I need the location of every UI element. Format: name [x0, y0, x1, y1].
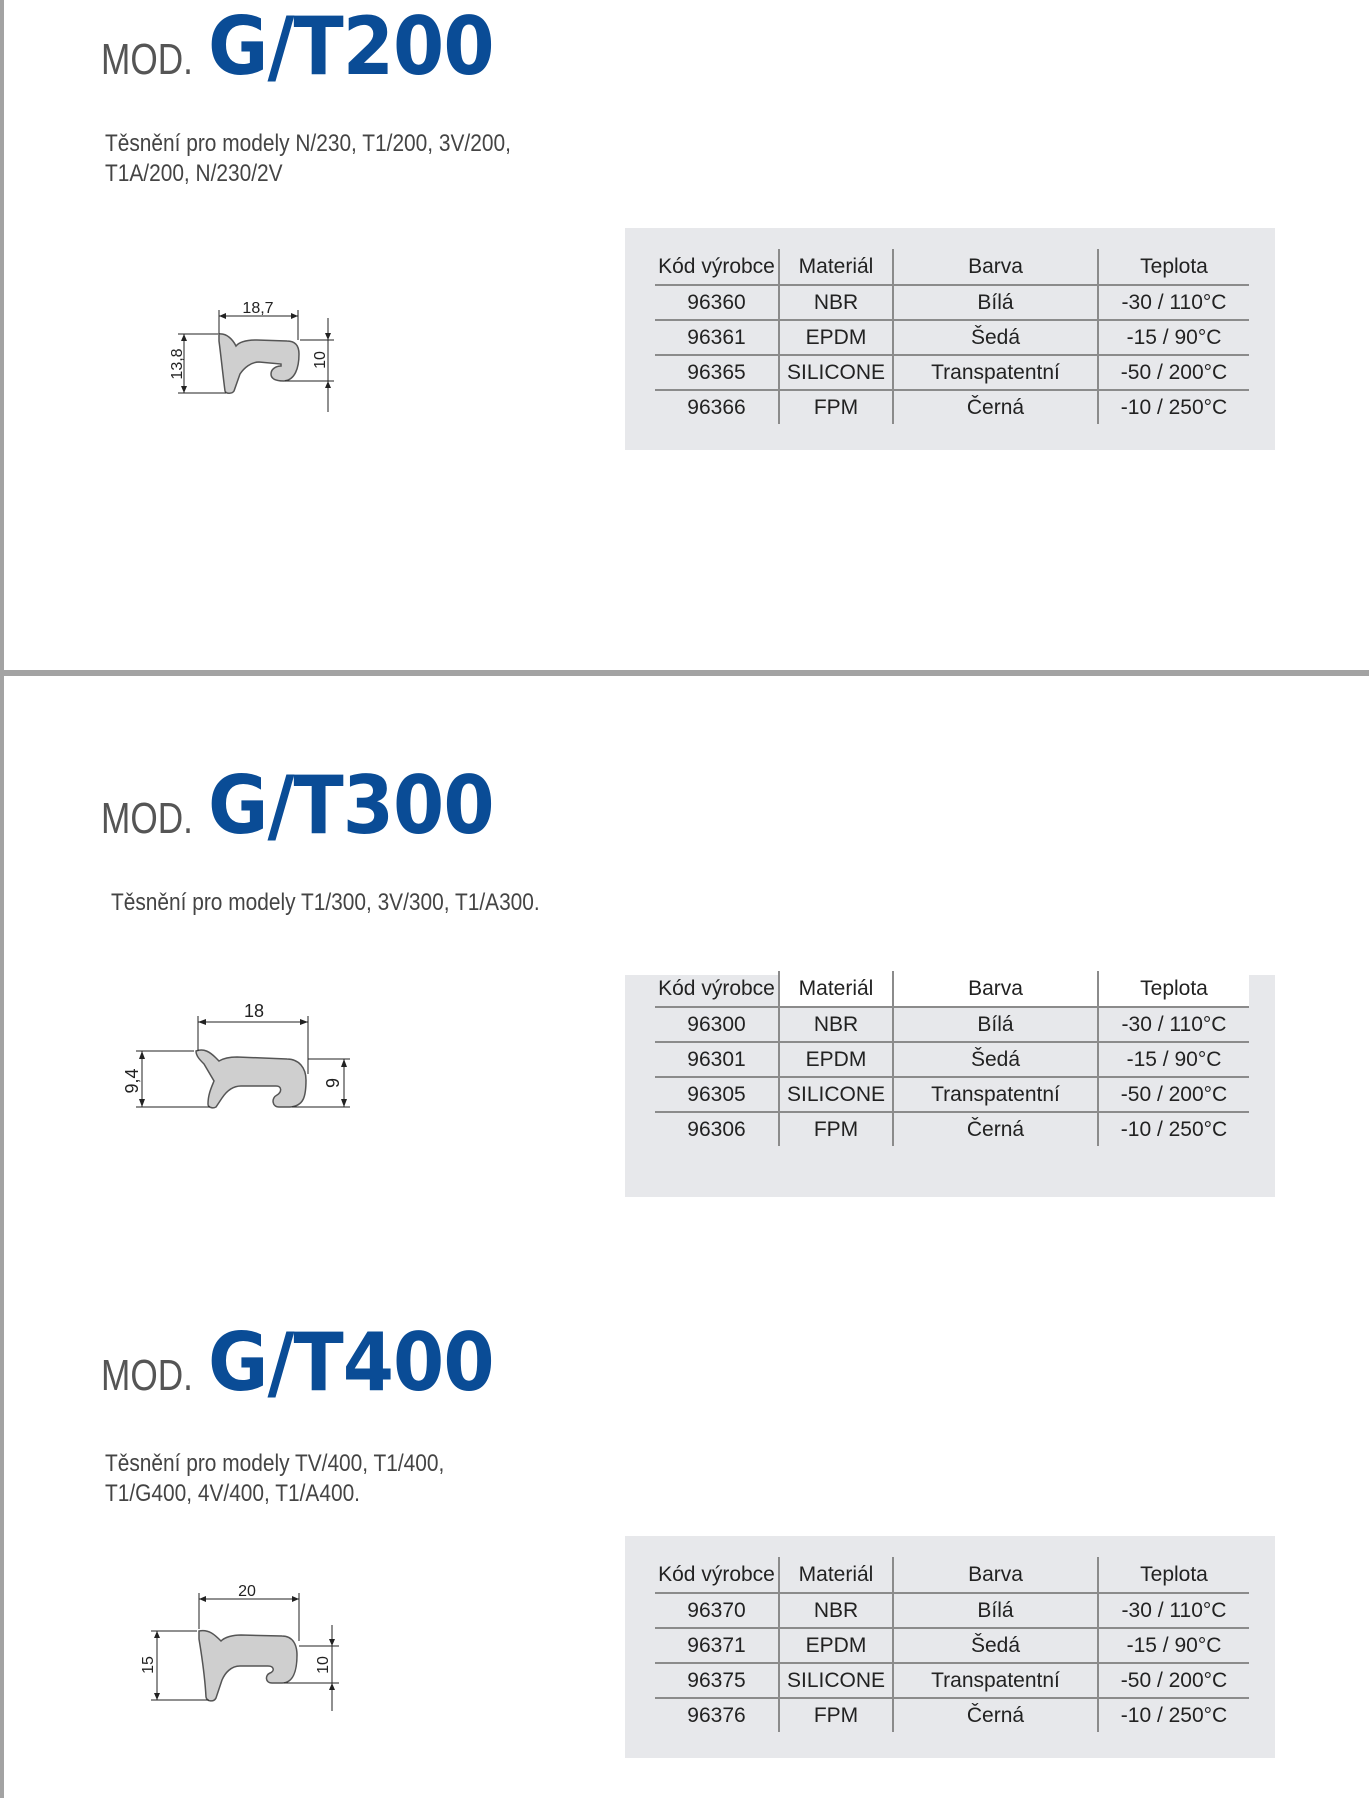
cell-material: FPM	[779, 1698, 893, 1732]
header-color: Barva	[893, 249, 1098, 285]
description-line: Těsnění pro modely TV/400, T1/400,	[105, 1450, 445, 1477]
header-material: Materiál	[779, 971, 893, 1007]
description-line: Těsnění pro modely N/230, T1/200, 3V/200,	[105, 130, 511, 157]
description-line: T1/G400, 4V/400, T1/A400.	[105, 1480, 360, 1507]
cell-color: Bílá	[893, 1593, 1098, 1628]
dimension-height: 9,4	[122, 1068, 142, 1094]
header-temperature: Teplota	[1098, 249, 1249, 285]
model-prefix: MOD.	[101, 794, 193, 843]
cell-temperature: -15 / 90°C	[1098, 320, 1249, 355]
cell-code: 96370	[655, 1593, 779, 1628]
model-description	[111, 888, 604, 918]
cell-color: Transpatentní	[893, 1077, 1098, 1112]
table-row	[655, 1698, 1249, 1732]
header-material: Materiál	[779, 249, 893, 285]
cell-temperature: -30 / 110°C	[1098, 285, 1249, 320]
cell-color: Bílá	[893, 1007, 1098, 1042]
table-row	[655, 1593, 1249, 1628]
table-row	[655, 320, 1249, 355]
cell-material: EPDM	[779, 1628, 893, 1663]
model-prefix: MOD.	[101, 1351, 193, 1400]
cell-code: 96376	[655, 1698, 779, 1732]
cell-code: 96305	[655, 1077, 779, 1112]
dimension-lip: 10	[315, 1656, 332, 1674]
seal-profile-shape	[196, 1050, 306, 1108]
table-row	[655, 1077, 1249, 1112]
table-row	[655, 1042, 1249, 1077]
cell-temperature: -15 / 90°C	[1098, 1628, 1249, 1663]
dimension-height: 13,8	[169, 348, 186, 380]
cell-code: 96371	[655, 1628, 779, 1663]
model-title	[101, 759, 519, 854]
cell-color: Bílá	[893, 285, 1098, 320]
cell-temperature: -15 / 90°C	[1098, 1042, 1249, 1077]
header-material: Materiál	[779, 1557, 893, 1593]
seal-profile-shape	[199, 1631, 297, 1701]
spec-table	[655, 971, 1249, 1146]
cell-material: SILICONE	[779, 355, 893, 390]
description-line: Těsnění pro modely T1/300, 3V/300, T1/A300.	[111, 889, 540, 916]
cell-material: NBR	[779, 285, 893, 320]
cell-code: 96301	[655, 1042, 779, 1077]
cell-code: 96360	[655, 285, 779, 320]
cell-code: 96306	[655, 1112, 779, 1146]
model-prefix: MOD.	[101, 35, 193, 84]
cell-color: Šedá	[893, 320, 1098, 355]
seal-profile-drawing	[139, 1579, 349, 1719]
table-row	[655, 1007, 1249, 1042]
cell-temperature: -50 / 200°C	[1098, 355, 1249, 390]
cell-code: 96361	[655, 320, 779, 355]
table-row	[655, 285, 1249, 320]
table-row	[655, 1112, 1249, 1146]
model-name: G/T400	[208, 1316, 494, 1409]
cell-material: EPDM	[779, 320, 893, 355]
cell-color: Černá	[893, 1112, 1098, 1146]
model-title	[101, 1316, 519, 1411]
header-code: Kód výrobce	[655, 971, 779, 1007]
cell-temperature: -10 / 250°C	[1120, 1117, 1228, 1141]
dimension-width: 20	[238, 1583, 256, 1600]
cell-color: Šedá	[893, 1628, 1098, 1663]
header-temperature: Teplota	[1098, 971, 1249, 1007]
cell-code: 96365	[655, 355, 779, 390]
cell-material: EPDM	[779, 1042, 893, 1077]
header-color: Barva	[893, 971, 1098, 1007]
header-color: Barva	[893, 1557, 1098, 1593]
seal-profile-drawing	[164, 296, 354, 416]
seal-profile-shape	[219, 334, 299, 393]
catalog-page-1	[0, 0, 1369, 676]
description-line: T1A/200, N/230/2V	[105, 160, 283, 187]
table-row	[655, 1663, 1249, 1698]
cell-code: 96375	[655, 1663, 779, 1698]
table-row	[655, 355, 1249, 390]
seal-profile-drawing	[122, 1001, 364, 1126]
dimension-width: 18	[243, 1001, 265, 1021]
header-code: Kód výrobce	[655, 249, 779, 285]
cell-material: FPM	[779, 1112, 893, 1146]
cell-temperature: -10 / 250°C	[1120, 395, 1228, 419]
cell-material: SILICONE	[779, 1663, 893, 1698]
cell-code: 96366	[655, 390, 779, 424]
cell-code: 96300	[655, 1007, 779, 1042]
catalog-page-2	[0, 676, 1369, 1798]
spec-table-panel	[625, 228, 1275, 450]
model-name: G/T300	[208, 759, 494, 852]
table-row	[655, 1628, 1249, 1663]
cell-color: Černá	[893, 1698, 1098, 1732]
model-title	[101, 0, 519, 95]
header-code: Kód výrobce	[655, 1557, 779, 1593]
model-name: G/T200	[208, 0, 494, 93]
spec-table	[655, 249, 1249, 424]
spec-table-panel	[625, 1536, 1275, 1758]
dimension-lip: 10	[312, 351, 329, 369]
cell-color: Transpatentní	[893, 355, 1098, 390]
model-description	[105, 129, 572, 189]
cell-temperature: -10 / 250°C	[1120, 1703, 1228, 1727]
cell-color: Šedá	[893, 1042, 1098, 1077]
table-row	[655, 390, 1249, 424]
model-description	[105, 1449, 495, 1509]
cell-temperature: -50 / 200°C	[1098, 1077, 1249, 1112]
spec-table	[655, 1557, 1249, 1732]
cell-material: SILICONE	[779, 1077, 893, 1112]
dimension-lip: 9	[323, 1077, 343, 1089]
dimension-height: 15	[140, 1656, 157, 1674]
cell-material: FPM	[779, 390, 893, 424]
spec-table-panel	[625, 975, 1275, 1197]
cell-color: Transpatentní	[893, 1663, 1098, 1698]
header-temperature: Teplota	[1098, 1557, 1249, 1593]
cell-material: NBR	[779, 1007, 893, 1042]
cell-color: Černá	[893, 390, 1098, 424]
cell-temperature: -30 / 110°C	[1098, 1007, 1249, 1042]
cell-temperature: -30 / 110°C	[1098, 1593, 1249, 1628]
cell-temperature: -50 / 200°C	[1098, 1663, 1249, 1698]
cell-material: NBR	[779, 1593, 893, 1628]
dimension-width: 18,7	[242, 300, 274, 317]
